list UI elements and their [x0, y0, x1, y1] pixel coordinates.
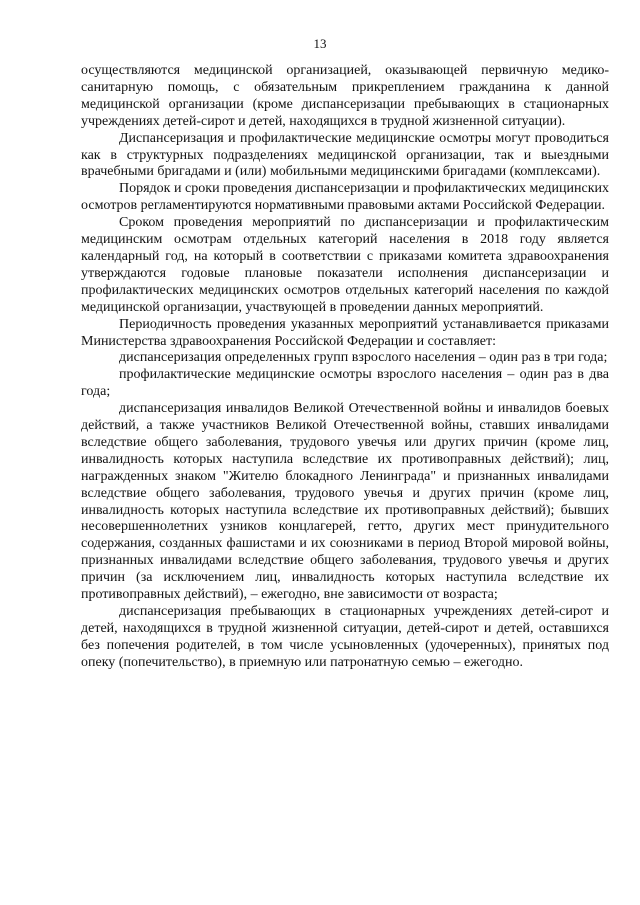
list-item: диспансеризация пребывающих в стационарных учреждениях детей-сирот и детей, находящихся в трудной жизненной ситуации, детей-сирот и детей, оставшихся без попечения родителей, в том числе усыновленных (удочеренных), принятых под опеку (попечительство), в приемную или патронатную семью – ежегодно. — [81, 604, 609, 670]
paragraph: Порядок и сроки проведения диспансеризации и профилактических медицинских осмотров регламентируются нормативными правовыми актами Российской Федерации. — [81, 181, 609, 214]
document-body — [81, 63, 609, 672]
paragraph: Диспансеризация и профилактические медицинские осмотры могут проводиться как в структурных подразделениях медицинской организации, так и выездными врачебными бригадами и (или) мобильными медицинскими бригадами (комплексами). — [81, 130, 609, 180]
paragraph: Сроком проведения мероприятий по диспансеризации и профилактическим медицинским осмотрам отдельных категорий населения в 2018 году является календарный год, на который в соответствии с приказами комитета здравоохранения утверждаются годовые плановые показатели исполнения диспансеризации и профилактических медицинских осмотров отдельных категорий населения по каждой медицинской организации, участвующей в проведении данных мероприятий. — [81, 215, 609, 315]
list-item: профилактические медицинские осмотры взрослого населения – один раз в два года; — [81, 367, 609, 400]
paragraph: Периодичность проведения указанных мероприятий устанавливается приказами Министерства здравоохранения Российской Федерации и составляет: — [81, 316, 609, 349]
list-item: диспансеризация инвалидов Великой Отечественной войны и инвалидов боевых действий, а также участников Великой Отечественной войны, ставших инвалидами вследствие общего заболевания, трудового увечья или других причин (кроме лиц, инвалидность которых наступила вследствие их противоправных действий); лиц, награжденных знаком "Жителю блокадного Ленинграда" и признанных инвалидами вследствие общего заболевания, трудового увечья и других причин (кроме лиц, инвалидность которых наступила вследствие их противоправных действий); бывших несовершеннолетних узников концлагерей, гетто, других мест принудительного содержания, созданных фашистами и их союзниками в период Второй мировой войны, признанных инвалидами вследствие общего заболевания, трудового увечья и других причин (за исключением лиц, инвалидность которых наступила вследствие их противоправных действий), – ежегодно, вне зависимости от возраста; — [81, 401, 609, 603]
list-item: диспансеризация определенных групп взрослого населения – один раз в три года; — [119, 350, 608, 366]
paragraph: осуществляются медицинской организацией, оказывающей первичную медико-санитарную помощь, с обязательным прикреплением гражданина к данной медицинской организации (кроме диспансеризации пребывающих в стационарных учреждениях детей-сирот и детей, находящихся в трудной жизненной ситуации). — [81, 63, 609, 129]
page-number: 13 — [313, 36, 327, 51]
